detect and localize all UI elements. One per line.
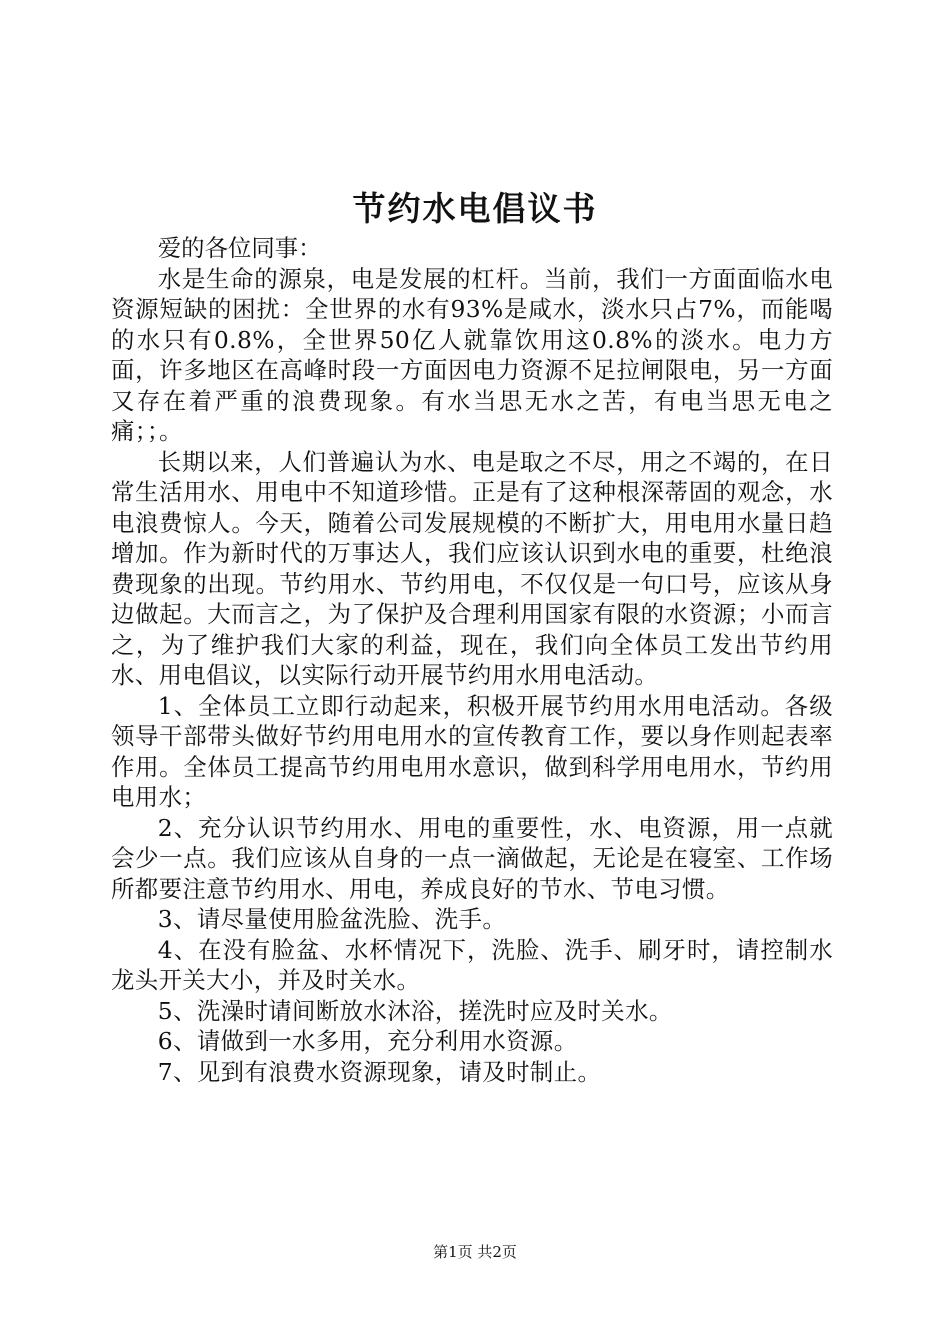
paragraph-background: 长期以来，人们普遍认为水、电是取之不尽，用之不竭的，在日常生活用水、用电中不知道珍惜。正是有了这种根深蒂固的观念，水电浪费惊人。今天，随着公司发展规模的不断扩大，用电用水量日趋增加。作为新时代的万事达人，我们应该认识到水电的重要，杜绝浪费现象的出现。节约用水、节约用电，不仅仅是一句口号，应该从身边做起。大而言之，为了保护及合理利用国家有限的水资源；小而言之，为了维护我们大家的利益，现在，我们向全体员工发出节约用水、用电倡议，以实际行动开展节约用水用电活动。	[111, 447, 833, 689]
proposal-item-7: 7、见到有浪费水资源现象，请及时制止。	[157, 1057, 602, 1086]
proposal-item-3: 3、请尽量使用脸盆洗脸、洗手。	[157, 905, 507, 933]
proposal-item-6: 6、请做到一水多用，充分利用水资源。	[157, 1027, 578, 1055]
proposal-item-4: 4、在没有脸盆、水杯情况下，洗脸、洗手、刷牙时，请控制水龙头开关大小，并及时关水。	[111, 935, 833, 994]
document-title: 节约水电倡议书	[352, 189, 598, 228]
proposal-item-1: 1、全体员工立即行动起来，积极开展节约用水用电活动。各级领导干部带头做好节约用电用水的宣传教育工作，要以身作则起表率作用。全体员工提高节约用电用水意识，做到科学用电用水，节约用电用水；	[111, 691, 833, 811]
salutation: 爱的各位同事：	[157, 234, 322, 262]
paragraph-intro: 水是生命的源泉，电是发展的杠杆。当前，我们一方面面临水电资源短缺的困扰：全世界的水有93%是咸水，淡水只占7%，而能喝的水只有0.8%，全世界50亿人就靠饮用这0.8%的淡水。电力方面，许多地区在高峰时段一方面因电力资源不足拉闸限电，另一方面又存在着严重的浪费现象。有水当思无水之苦，有电当思无电之痛；；。	[111, 264, 833, 445]
proposal-item-5: 5、洗澡时请间断放水沐浴，搓洗时应及时关水。	[157, 996, 673, 1025]
proposal-item-2: 2、充分认识节约用水、用电的重要性，水、电资源，用一点就会少一点。我们应该从自身的一点一滴做起，无论是在寝室、工作场所都要注意节约用水、用电，养成良好的节水、节电习惯。	[111, 813, 833, 903]
page-number-footer: 第1页 共2页	[433, 1243, 517, 1261]
document-body	[111, 233, 833, 1087]
